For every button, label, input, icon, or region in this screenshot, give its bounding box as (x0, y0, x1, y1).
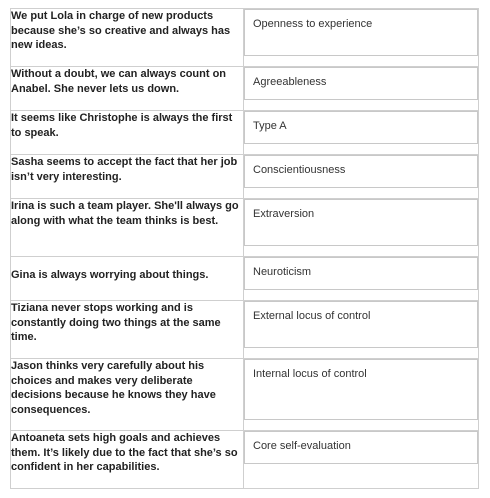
statement-text: Sasha seems to accept the fact that her job isn’t very interesting. (11, 155, 244, 199)
table-row (11, 67, 479, 111)
answer-box[interactable]: Internal locus of control (244, 359, 478, 420)
answer-box[interactable]: External locus of control (244, 301, 478, 348)
answer-box[interactable]: Conscientiousness (244, 155, 478, 188)
statement-text: Tiziana never stops working and is constantly doing two things at the same time. (11, 301, 244, 359)
answer-cell (244, 431, 479, 489)
table-row (11, 155, 479, 199)
statement-text: Irina is such a team player. She'll always go along with what the team thinks is best. (11, 199, 244, 257)
statement-text: It seems like Christophe is always the first to speak. (11, 111, 244, 155)
answer-box[interactable]: Extraversion (244, 199, 478, 246)
answer-box[interactable]: Neuroticism (244, 257, 478, 290)
table-row (11, 257, 479, 301)
answer-cell (244, 257, 479, 301)
answer-box[interactable]: Core self-evaluation (244, 431, 478, 464)
answer-box[interactable]: Openness to experience (244, 9, 478, 56)
answer-box[interactable]: Agreeableness (244, 67, 478, 100)
matching-table (10, 8, 479, 489)
table-row (11, 301, 479, 359)
answer-cell (244, 111, 479, 155)
statement-text: Gina is always worrying about things. (11, 257, 244, 301)
statement-text: Jason thinks very carefully about his choices and makes very deliberate decisions because he knows they have consequences. (11, 359, 244, 431)
answer-cell (244, 155, 479, 199)
answer-cell (244, 9, 479, 67)
answer-cell (244, 199, 479, 257)
table-row (11, 9, 479, 67)
answer-box[interactable]: Type A (244, 111, 478, 144)
table-row (11, 431, 479, 489)
table-row (11, 359, 479, 431)
answer-cell (244, 359, 479, 431)
statement-text: Without a doubt, we can always count on Anabel. She never lets us down. (11, 67, 244, 111)
statement-text: We put Lola in charge of new products because she’s so creative and always has new ideas. (11, 9, 244, 67)
statement-text: Antoaneta sets high goals and achieves them. It’s likely due to the fact that she’s so confident in her capabilities. (11, 431, 244, 489)
table-row (11, 199, 479, 257)
answer-cell (244, 301, 479, 359)
table-row (11, 111, 479, 155)
answer-cell (244, 67, 479, 111)
